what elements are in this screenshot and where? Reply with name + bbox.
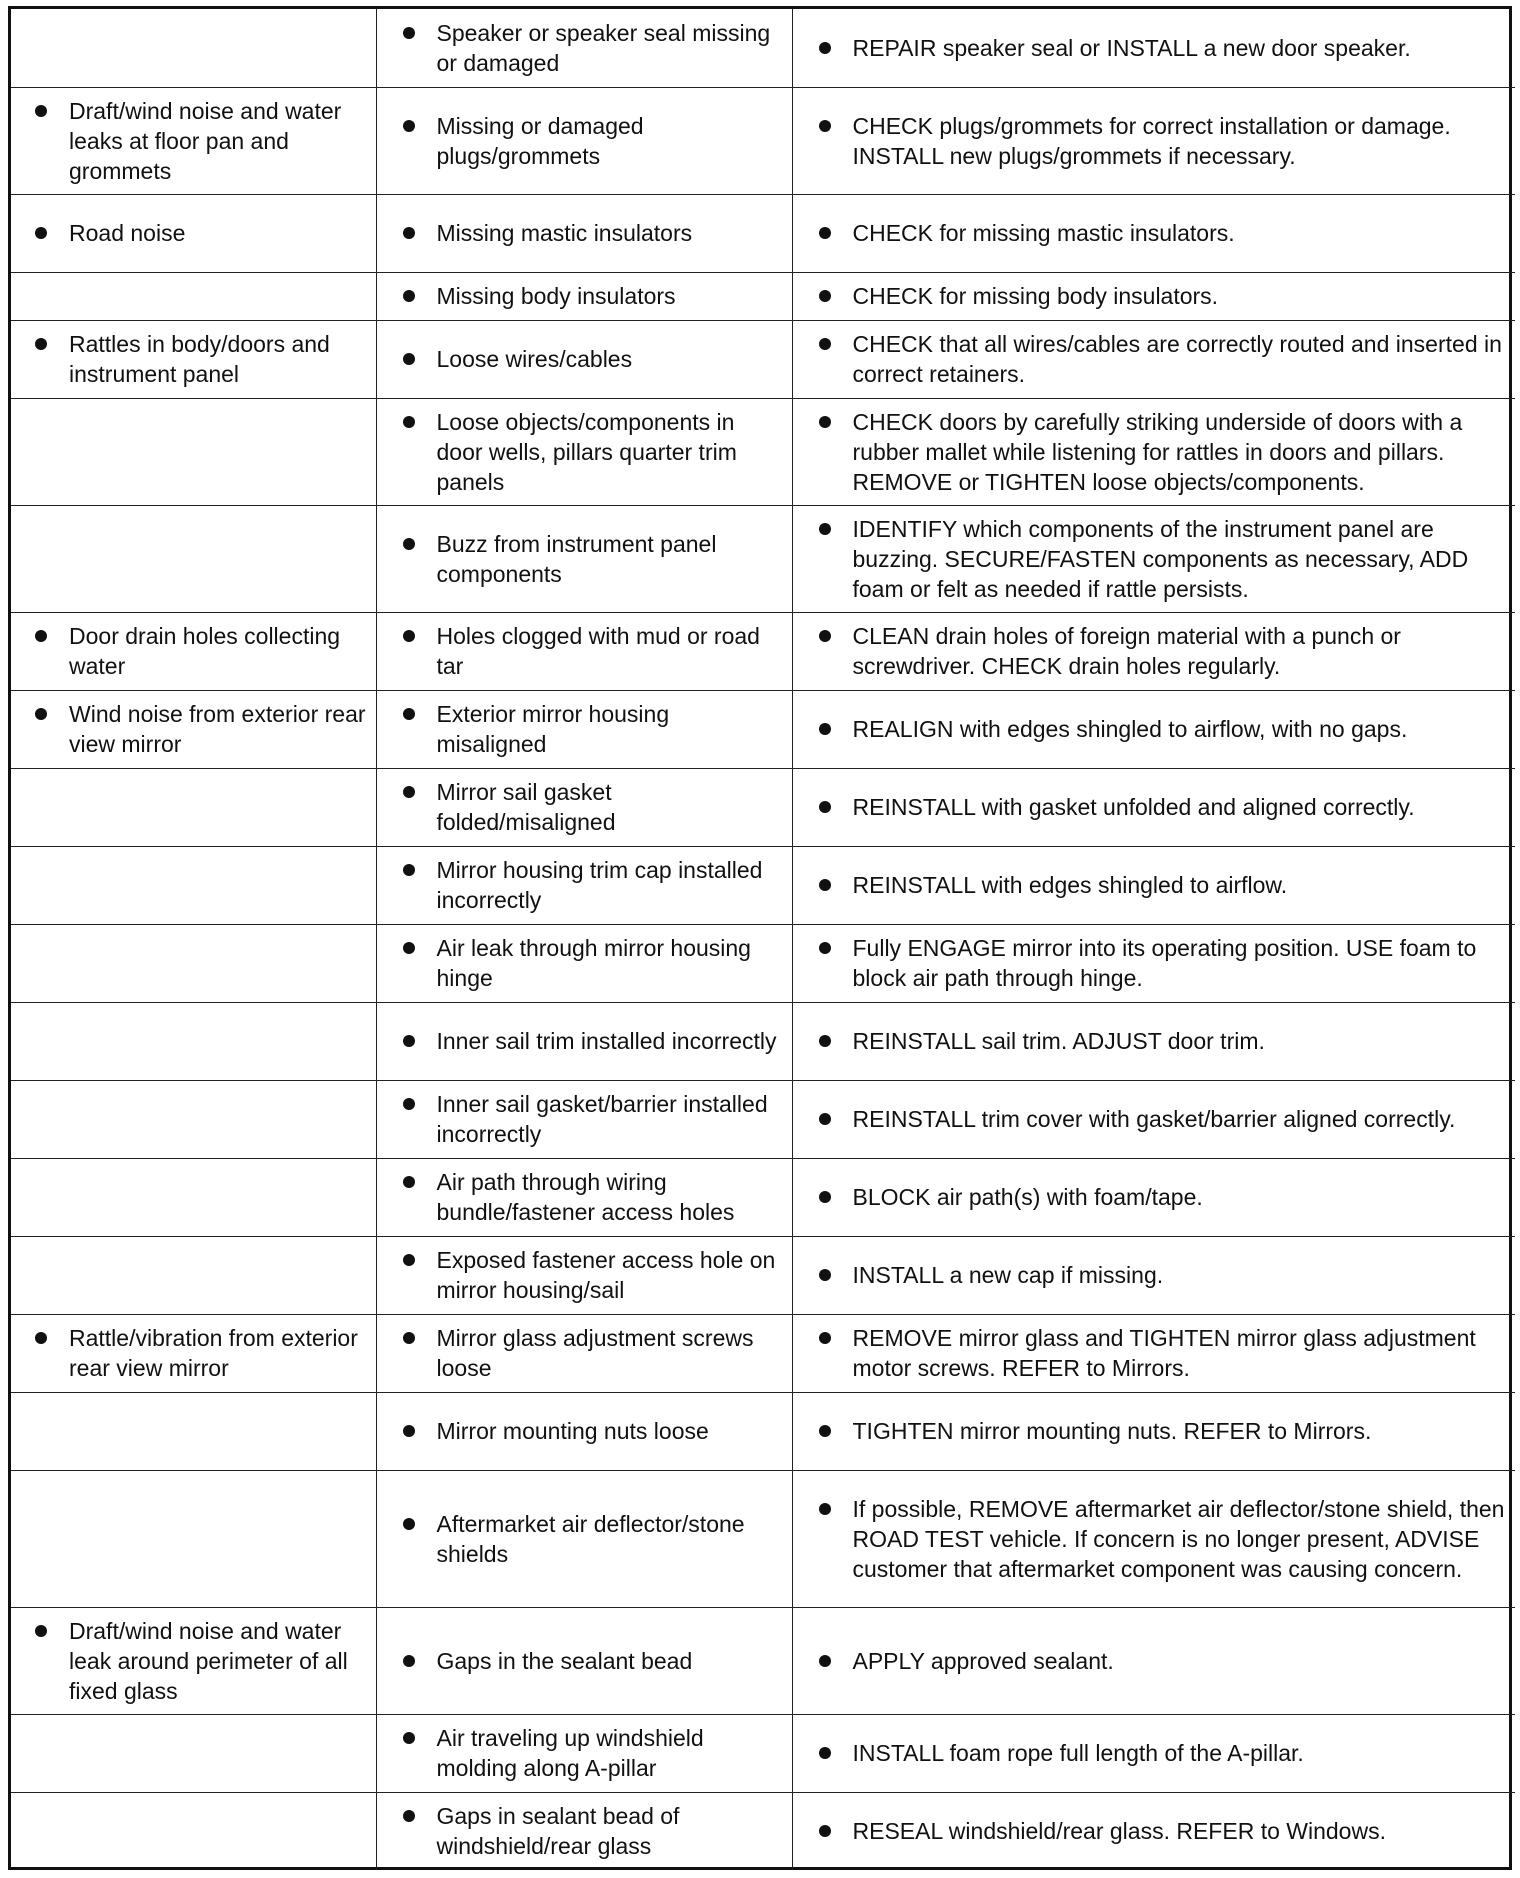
bullet-icon (35, 1332, 47, 1344)
action-cell (792, 612, 1515, 690)
bullet-icon (819, 416, 831, 428)
bullet-item (793, 870, 1508, 900)
bullet-icon (819, 1503, 831, 1515)
cause-cell (376, 1002, 792, 1080)
condition-cell (11, 1392, 376, 1470)
condition-text: Rattles in body/doors and instrument panel (69, 331, 330, 387)
bullet-item (793, 1816, 1508, 1846)
action-cell (792, 320, 1515, 398)
table-row (11, 1607, 1515, 1714)
bullet-item (793, 621, 1508, 681)
bullet-icon (403, 1254, 415, 1266)
bullet-icon (819, 1113, 831, 1125)
bullet-item (793, 514, 1508, 604)
bullet-icon (819, 723, 831, 735)
cause-text: Gaps in the sealant bead (436, 1647, 693, 1674)
cause-text: Holes clogged with mud or road tar (436, 623, 760, 679)
action-cell (792, 9, 1515, 87)
table-row (11, 505, 1515, 612)
diagnosis-table-body (11, 9, 1515, 1870)
bullet-item (377, 1723, 784, 1783)
cause-cell (376, 505, 792, 612)
bullet-icon (819, 630, 831, 642)
bullet-item (793, 1323, 1508, 1383)
bullet-icon (819, 290, 831, 302)
bullet-icon (819, 1425, 831, 1437)
action-cell (792, 768, 1515, 846)
bullet-icon (403, 538, 415, 550)
condition-cell (11, 1158, 376, 1236)
table-row (11, 398, 1515, 505)
action-cell (792, 1002, 1515, 1080)
cause-text: Exposed fastener access hole on mirror housing/sail (436, 1247, 776, 1303)
table-row (11, 320, 1515, 398)
bullet-item (793, 1026, 1508, 1056)
diagnosis-table (11, 9, 1515, 1870)
cause-cell (376, 1080, 792, 1158)
bullet-icon (403, 1518, 415, 1530)
bullet-item (377, 777, 784, 837)
action-text: IDENTIFY which components of the instrument panel are buzzing. SECURE/FASTEN components as necessary, ADD foam or felt as needed if rattle persists. (852, 515, 1469, 602)
bullet-item (793, 714, 1508, 744)
bullet-item (377, 699, 784, 759)
cause-text: Gaps in sealant bead of windshield/rear glass (436, 1803, 680, 1860)
action-text: Fully ENGAGE mirror into its operating position. USE foam to block air path through hinge. (852, 935, 1477, 991)
bullet-item (377, 1167, 784, 1227)
cause-cell (376, 272, 792, 320)
action-text: APPLY approved sealant. (852, 1647, 1114, 1674)
action-cell (792, 1158, 1515, 1236)
bullet-icon (819, 227, 831, 239)
condition-cell (11, 1080, 376, 1158)
bullet-item (793, 1738, 1508, 1768)
action-text: RESEAL windshield/rear glass. REFER to Windows. (852, 1818, 1386, 1845)
bullet-item (11, 329, 368, 389)
bullet-icon (403, 1098, 415, 1110)
condition-cell (11, 1470, 376, 1607)
action-text: REINSTALL with gasket unfolded and aligned correctly. (852, 794, 1415, 820)
cause-cell (376, 1158, 792, 1236)
cause-cell (376, 846, 792, 924)
bullet-icon (403, 1332, 415, 1344)
table-row (11, 1392, 1515, 1470)
condition-cell (11, 1236, 376, 1314)
cause-text: Missing mastic insulators (436, 220, 693, 246)
action-cell (792, 846, 1515, 924)
bullet-icon (819, 1332, 831, 1344)
cause-text: Loose wires/cables (436, 346, 633, 372)
condition-cell (11, 272, 376, 320)
bullet-icon (403, 786, 415, 798)
condition-text: Door drain holes collecting water (69, 623, 341, 679)
cause-cell (376, 194, 792, 272)
action-cell (792, 1080, 1515, 1158)
condition-cell (11, 87, 376, 194)
cause-text: Speaker or speaker seal missing or damaged (436, 19, 771, 76)
action-text: REINSTALL with edges shingled to airflow. (852, 872, 1288, 898)
bullet-icon (403, 353, 415, 365)
cause-text: Mirror mounting nuts loose (436, 1418, 709, 1444)
bullet-icon (35, 708, 47, 720)
bullet-item (377, 933, 784, 993)
cause-cell (376, 924, 792, 1002)
bullet-item (793, 218, 1508, 248)
cause-cell (376, 1392, 792, 1470)
bullet-item (11, 96, 368, 186)
diagnosis-table-frame (8, 6, 1512, 1870)
cause-text: Inner sail trim installed incorrectly (436, 1028, 777, 1054)
condition-cell (11, 1314, 376, 1392)
action-cell (792, 1607, 1515, 1714)
bullet-item (793, 33, 1508, 63)
bullet-icon (819, 801, 831, 813)
action-text: CHECK for missing mastic insulators. (852, 220, 1235, 246)
condition-cell (11, 768, 376, 846)
action-text: INSTALL foam rope full length of the A-pillar. (852, 1740, 1304, 1766)
table-row (11, 87, 1515, 194)
bullet-item (377, 621, 784, 681)
bullet-icon (35, 630, 47, 642)
action-cell (792, 1314, 1515, 1392)
bullet-item (377, 1323, 784, 1383)
action-text: REMOVE mirror glass and TIGHTEN mirror glass adjustment motor screws. REFER to Mirrors. (852, 1325, 1476, 1381)
cause-text: Missing or damaged plugs/grommets (436, 112, 644, 169)
condition-cell (11, 1002, 376, 1080)
cause-cell (376, 1470, 792, 1607)
table-row (11, 1236, 1515, 1314)
bullet-icon (403, 416, 415, 428)
bullet-item (377, 1801, 784, 1861)
table-row (11, 1714, 1515, 1792)
bullet-item (11, 218, 368, 248)
table-row (11, 1470, 1515, 1607)
cause-text: Missing body insulators (436, 283, 676, 309)
condition-cell (11, 9, 376, 87)
bullet-icon (403, 290, 415, 302)
cause-text: Loose objects/components in door wells, pillars quarter trim panels (436, 408, 737, 495)
bullet-icon (819, 1035, 831, 1047)
table-row (11, 272, 1515, 320)
condition-cell (11, 690, 376, 768)
cause-cell (376, 9, 792, 87)
bullet-icon (403, 630, 415, 642)
bullet-icon (819, 1191, 831, 1203)
action-text: REPAIR speaker seal or INSTALL a new door speaker. (852, 34, 1411, 61)
bullet-item (377, 218, 784, 248)
action-cell (792, 505, 1515, 612)
bullet-icon (403, 1655, 415, 1667)
cause-text: Mirror housing trim cap installed incorrectly (436, 857, 763, 913)
condition-cell (11, 1714, 376, 1792)
action-cell (792, 194, 1515, 272)
table-row (11, 846, 1515, 924)
bullet-item (377, 1026, 784, 1056)
table-row (11, 690, 1515, 768)
cause-text: Mirror sail gasket folded/misaligned (436, 779, 616, 835)
action-cell (792, 924, 1515, 1002)
cause-cell (376, 398, 792, 505)
action-cell (792, 398, 1515, 505)
bullet-icon (403, 942, 415, 954)
bullet-icon (403, 1810, 415, 1822)
action-cell (792, 1470, 1515, 1607)
cause-cell (376, 1236, 792, 1314)
condition-cell (11, 846, 376, 924)
action-text: REINSTALL trim cover with gasket/barrier aligned correctly. (852, 1106, 1456, 1132)
cause-cell (376, 1314, 792, 1392)
bullet-icon (403, 1425, 415, 1437)
table-row (11, 1314, 1515, 1392)
bullet-item (793, 1646, 1508, 1676)
bullet-icon (35, 105, 47, 117)
bullet-icon (35, 227, 47, 239)
table-row (11, 9, 1515, 87)
bullet-item (11, 1616, 368, 1706)
condition-text: Road noise (69, 220, 186, 246)
bullet-icon (819, 879, 831, 891)
table-row (11, 1002, 1515, 1080)
action-cell (792, 1392, 1515, 1470)
bullet-item (377, 1509, 784, 1569)
action-text: CLEAN drain holes of foreign material with a punch or screwdriver. CHECK drain holes regularly. (852, 623, 1401, 679)
cause-cell (376, 1714, 792, 1792)
action-cell (792, 1236, 1515, 1314)
bullet-item (793, 1104, 1508, 1134)
action-cell (792, 87, 1515, 194)
bullet-item (377, 281, 784, 311)
condition-text: Draft/wind noise and water leaks at floor pan and grommets (69, 97, 342, 184)
bullet-item (377, 344, 784, 374)
condition-cell (11, 924, 376, 1002)
condition-cell (11, 505, 376, 612)
table-row (11, 1080, 1515, 1158)
cause-text: Air leak through mirror housing hinge (436, 935, 751, 991)
action-text: BLOCK air path(s) with foam/tape. (852, 1184, 1203, 1210)
action-text: If possible, REMOVE aftermarket air deflector/stone shield, then ROAD TEST vehicle. If concern is no longer present, ADVISE customer that aftermarket component was causing concern. (852, 1495, 1505, 1582)
bullet-item (377, 1416, 784, 1446)
table-row (11, 194, 1515, 272)
cause-text: Aftermarket air deflector/stone shields (436, 1510, 745, 1567)
table-row (11, 1792, 1515, 1870)
condition-text: Wind noise from exterior rear view mirror (69, 701, 366, 757)
action-text: TIGHTEN mirror mounting nuts. REFER to Mirrors. (852, 1418, 1372, 1444)
bullet-icon (819, 1269, 831, 1281)
bullet-icon (819, 338, 831, 350)
bullet-icon (403, 708, 415, 720)
cause-text: Mirror glass adjustment screws loose (436, 1325, 754, 1381)
bullet-icon (403, 1176, 415, 1188)
action-cell (792, 1792, 1515, 1870)
bullet-item (11, 699, 368, 759)
bullet-item (377, 529, 784, 589)
condition-cell (11, 1792, 376, 1870)
condition-text: Draft/wind noise and water leak around perimeter of all fixed glass (69, 1617, 348, 1704)
cause-text: Air traveling up windshield molding along A-pillar (436, 1725, 704, 1781)
action-cell (792, 272, 1515, 320)
cause-cell (376, 768, 792, 846)
action-text: CHECK that all wires/cables are correctly routed and inserted in correct retainers. (852, 331, 1502, 387)
condition-cell (11, 612, 376, 690)
bullet-icon (403, 120, 415, 132)
table-row (11, 612, 1515, 690)
bullet-icon (403, 864, 415, 876)
action-text: INSTALL a new cap if missing. (852, 1262, 1164, 1288)
cause-cell (376, 1792, 792, 1870)
cause-cell (376, 320, 792, 398)
bullet-item (793, 329, 1508, 389)
bullet-item (793, 933, 1508, 993)
bullet-item (793, 1416, 1508, 1446)
cause-text: Buzz from instrument panel components (436, 530, 717, 587)
cause-text: Inner sail gasket/barrier installed incorrectly (436, 1091, 768, 1147)
bullet-item (377, 1089, 784, 1149)
bullet-icon (403, 1035, 415, 1047)
bullet-icon (819, 1655, 831, 1667)
bullet-item (377, 855, 784, 915)
table-row (11, 1158, 1515, 1236)
bullet-item (793, 792, 1508, 822)
bullet-item (793, 407, 1508, 497)
bullet-item (11, 621, 368, 681)
bullet-item (377, 1245, 784, 1305)
bullet-item (11, 1323, 368, 1383)
action-text: REINSTALL sail trim. ADJUST door trim. (852, 1028, 1265, 1054)
condition-cell (11, 1607, 376, 1714)
bullet-item (377, 1646, 784, 1676)
bullet-icon (403, 227, 415, 239)
bullet-icon (819, 1825, 831, 1837)
action-text: CHECK for missing body insulators. (852, 283, 1219, 309)
action-cell (792, 1714, 1515, 1792)
bullet-icon (819, 120, 831, 132)
bullet-icon (403, 27, 415, 39)
bullet-icon (403, 1732, 415, 1744)
cause-cell (376, 690, 792, 768)
bullet-icon (35, 1625, 47, 1637)
bullet-item (793, 111, 1508, 171)
bullet-icon (819, 942, 831, 954)
bullet-item (377, 407, 784, 497)
bullet-icon (819, 523, 831, 535)
bullet-item (377, 111, 784, 171)
bullet-item (793, 1494, 1508, 1584)
table-row (11, 924, 1515, 1002)
action-cell (792, 690, 1515, 768)
bullet-item (793, 1260, 1508, 1290)
action-text: CHECK doors by carefully striking underside of doors with a rubber mallet while listening for rattles in doors and pillars. REMOVE or TIGHTEN loose objects/components. (852, 408, 1463, 495)
table-row (11, 768, 1515, 846)
cause-cell (376, 87, 792, 194)
bullet-icon (819, 1747, 831, 1759)
cause-cell (376, 612, 792, 690)
cause-cell (376, 1607, 792, 1714)
condition-text: Rattle/vibration from exterior rear view mirror (69, 1325, 358, 1381)
bullet-icon (35, 338, 47, 350)
condition-cell (11, 194, 376, 272)
action-text: REALIGN with edges shingled to airflow, with no gaps. (852, 716, 1408, 742)
action-text: CHECK plugs/grommets for correct installation or damage. INSTALL new plugs/grommets if necessary. (852, 112, 1451, 169)
cause-text: Air path through wiring bundle/fastener access holes (436, 1169, 735, 1225)
condition-cell (11, 320, 376, 398)
condition-cell (11, 398, 376, 505)
bullet-item (793, 1182, 1508, 1212)
bullet-item (793, 281, 1508, 311)
bullet-icon (819, 42, 831, 54)
bullet-item (377, 18, 784, 78)
cause-text: Exterior mirror housing misaligned (436, 701, 670, 757)
